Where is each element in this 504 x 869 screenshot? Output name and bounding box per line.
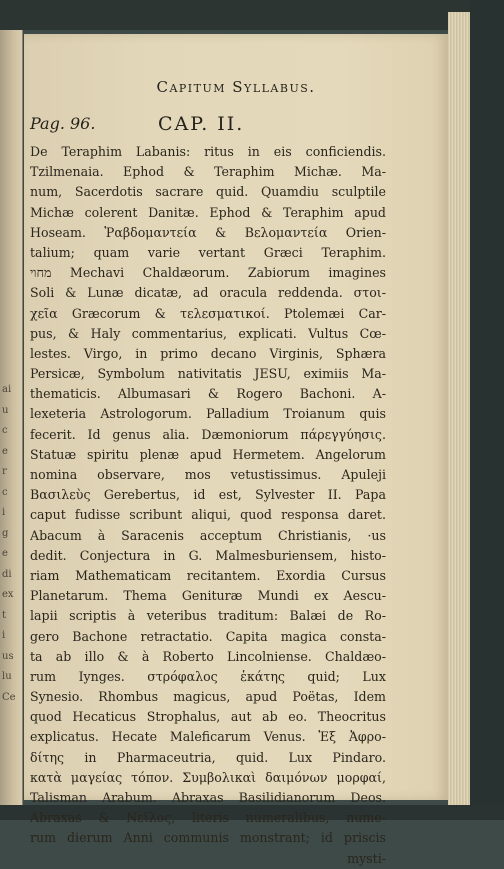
text-line: δίτης in Pharmaceutria, quid. Lux Pindaro. xyxy=(30,749,386,765)
text-line: Synesio. Rhombus magicus, apud Poëtas, Idem xyxy=(30,689,386,705)
chapter-synopsis-text xyxy=(30,142,386,869)
text-line: lapii scriptis à veteribus traditum: Balæi de Ro- xyxy=(30,608,386,624)
text-line: Abraxas & Νεῖλος, literis numeralibus, nume- xyxy=(30,810,386,826)
text-line: Statuæ spiritu plenæ apud Hermetem. Angelorum xyxy=(30,446,386,462)
running-head: Capitum Syllabus. xyxy=(156,78,316,96)
text-line: nomina observare, mos vetustissimus. Apuleji xyxy=(30,467,386,482)
left-fragment-line: t xyxy=(2,609,7,621)
left-fragment-line: c xyxy=(2,425,8,436)
text-line: Michæ colerent Danitæ. Ephod & Teraphim apud xyxy=(30,204,386,220)
page-reference: Pag. 96. xyxy=(30,114,96,133)
catchword: mysti- xyxy=(347,850,386,866)
text-line: explicatus. Hecate Maleficarum Venus. Ἐξ Ἀφρο- xyxy=(30,729,386,745)
text-line: dedit. Conjectura in G. Malmesburiensem, histo- xyxy=(30,547,386,563)
text-line: rum dierum Anni communis monstrant; id priscis xyxy=(30,830,386,846)
text-line: Soli & Lunæ dicatæ, ad oracula reddenda. στοι- xyxy=(30,285,386,301)
left-fragment-line: i xyxy=(2,630,6,641)
left-fragment-line: lu xyxy=(2,671,12,682)
text-line: Tzilmenaia. Ephod & Teraphim Michæ. Ma- xyxy=(30,164,386,180)
text-line: Persicæ, Symbolum nativitatis JESU, eximiis Ma- xyxy=(30,366,386,382)
text-line: gero Bachone retractatio. Capita magica consta- xyxy=(30,628,386,644)
left-fragment-line: ai xyxy=(2,384,12,395)
text-line: fecerit. Id genus alia. Dæmoniorum πάρεγγύησις. xyxy=(30,426,386,442)
left-fragment-line: e xyxy=(2,445,8,457)
text-line: ta ab illo & à Roberto Lincolniense. Chaldæo- xyxy=(30,648,386,664)
text-line: num, Sacerdotis sacrare quid. Quamdiu sculptile xyxy=(30,184,386,200)
text-line: Βασιλεὺς Gerebertus, id est, Sylvester II. Papa xyxy=(30,487,386,503)
text-line: lestes. Virgo, in primo decano Virginis, Sphæra xyxy=(30,345,386,361)
background-top xyxy=(0,0,504,30)
text-line: Planetarum. Thema Genituræ Mundi ex Aescu- xyxy=(30,588,386,604)
left-fragment-line: us xyxy=(2,650,14,662)
text-line: caput fudisse scribunt aliqui, quod responsa daret. xyxy=(30,507,386,523)
text-line: Talisman Arabum. Abraxas Basilidianorum Deos. xyxy=(30,790,386,805)
left-fragment-line: Ce xyxy=(2,691,16,703)
left-fragment-line: r xyxy=(2,466,7,477)
text-line: thematicis. Albumasari & Rogero Bachoni. A- xyxy=(30,386,386,402)
text-line: pus, & Haly commentarius, explicati. Vultus Cœ- xyxy=(30,325,386,341)
chapter-heading: CAP. II. xyxy=(158,113,245,135)
left-fragment-line: ex xyxy=(2,589,14,600)
text-line: rum Iynges. στρόφαλος ἑκάτης quid; Lux xyxy=(30,668,386,684)
page-stack-edge xyxy=(448,12,470,808)
left-fragment-line: u xyxy=(2,404,9,416)
text-line: riam Mathematicam recitantem. Exordia Cursus xyxy=(30,567,386,583)
text-line: Abacum à Saracenis acceptum Christianis, ·us xyxy=(30,527,386,543)
book-cover-edge xyxy=(470,0,504,820)
text-line: Hoseam. Ῥαβδομαντεία & Βελομαντεία Orien- xyxy=(30,224,386,240)
text-line: κατὰ μαγείας τόπον. Συμβολικαὶ δαιμόνων μορφαί, xyxy=(30,769,386,785)
left-fragment-line: e xyxy=(2,548,8,559)
text-line: χεῖα Græcorum & τελεσματικοί. Ptolemæi Car- xyxy=(30,305,386,321)
text-line: quod Hecaticus Strophalus, aut ab eo. Theocritus xyxy=(30,709,386,725)
left-page-text-fragment xyxy=(2,380,20,710)
book-page xyxy=(24,34,448,866)
text-line: lexeteria Astrologorum. Palladium Troianum quis xyxy=(30,406,386,422)
text-line: מחוי Mechavi Chaldæorum. Zabiorum imagines xyxy=(30,265,386,281)
text-line: talium; quam varie vertant Græci Teraphim. xyxy=(30,244,386,260)
left-fragment-line: g xyxy=(2,527,9,539)
left-fragment-line: di xyxy=(2,568,12,580)
left-fragment-line: i xyxy=(2,507,6,518)
text-line: De Teraphim Labanis: ritus in eis conficiendis. xyxy=(30,144,386,159)
left-fragment-line: c xyxy=(2,486,8,498)
